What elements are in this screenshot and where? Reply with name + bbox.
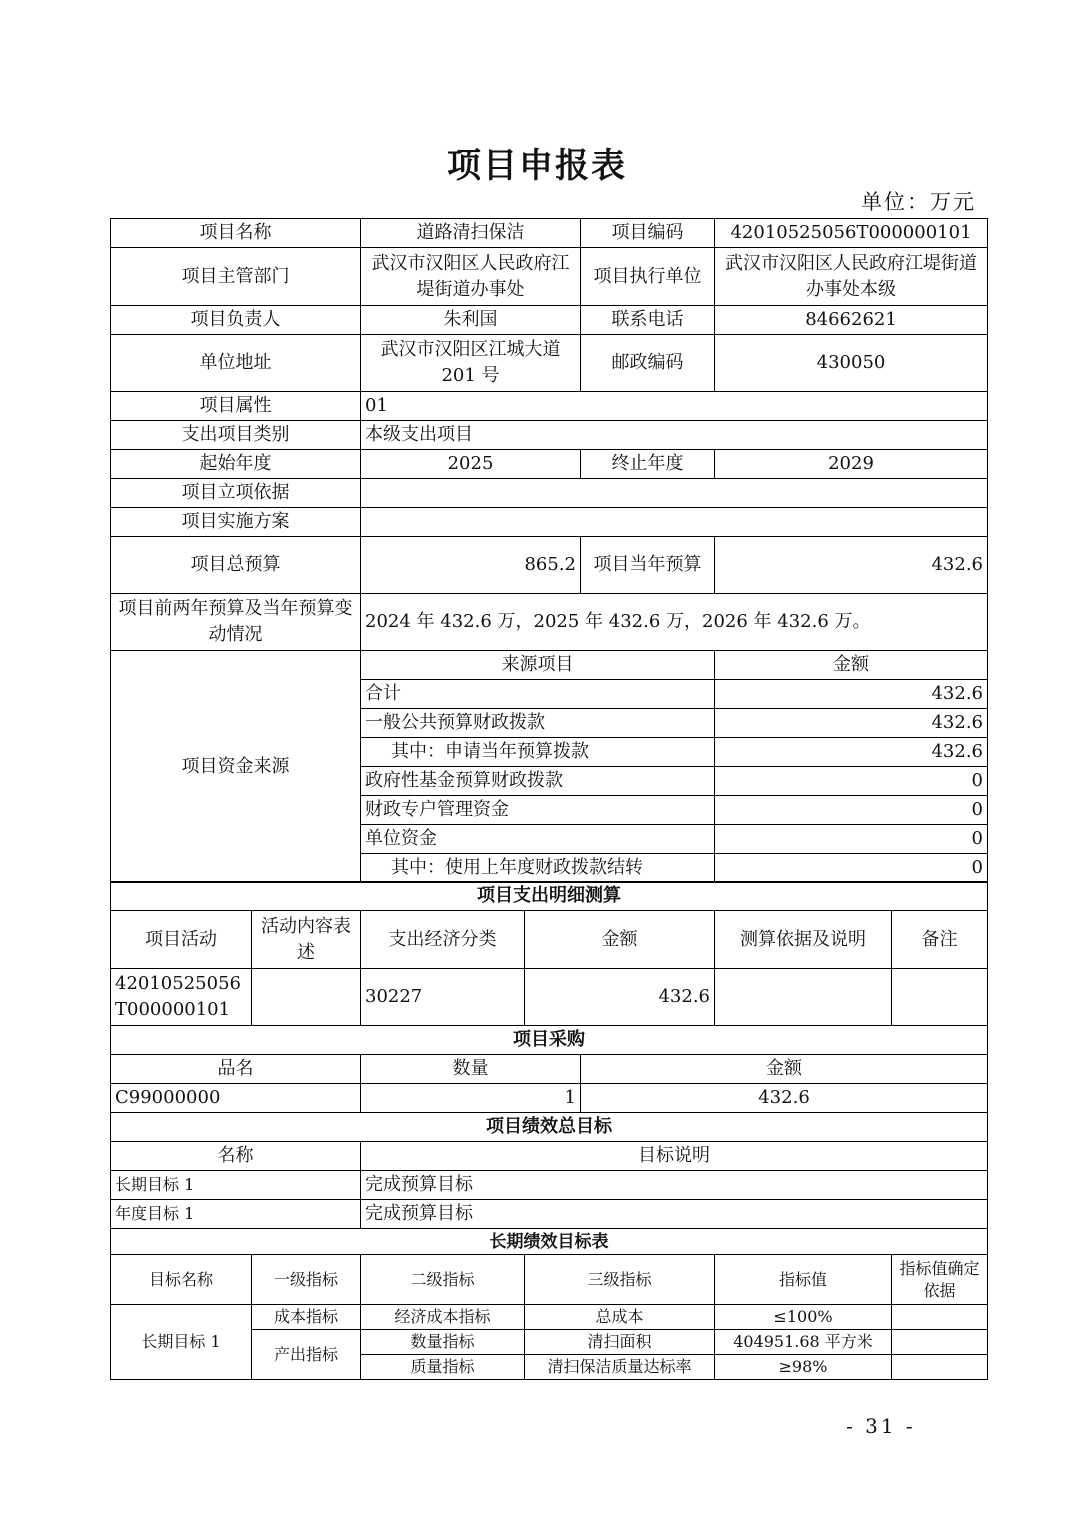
value-budget-change: 2024 年 432.6 万，2025 年 432.6 万，2026 年 432.6 万。 bbox=[361, 594, 988, 651]
long-term-header: 指标值确定依据 bbox=[892, 1255, 988, 1305]
value-exec-unit: 武汉市汉阳区人民政府江堤街道办事处本级 bbox=[715, 248, 988, 306]
label-phone: 联系电话 bbox=[581, 306, 715, 335]
indicator-value: 404951.68 平方米 bbox=[715, 1330, 892, 1355]
funding-row-amount: 432.6 bbox=[715, 709, 988, 738]
value-plan bbox=[361, 508, 988, 537]
label-project-code: 项目编码 bbox=[581, 219, 715, 248]
long-term-table bbox=[110, 1228, 988, 1380]
funding-row-amount: 0 bbox=[715, 854, 988, 883]
label-total-budget: 项目总预算 bbox=[111, 537, 361, 594]
label-funding-source: 项目资金来源 bbox=[111, 651, 361, 883]
value-project-name: 道路清扫保洁 bbox=[361, 219, 581, 248]
goals-col-name: 名称 bbox=[111, 1142, 361, 1171]
value-dept: 武汉市汉阳区人民政府江堤街道办事处 bbox=[361, 248, 581, 306]
funding-row-name: 政府性基金预算财政拨款 bbox=[361, 767, 715, 796]
goal-desc: 完成预算目标 bbox=[361, 1200, 988, 1229]
level3-indicator: 总成本 bbox=[525, 1305, 715, 1330]
procurement-goals-table bbox=[110, 1025, 988, 1229]
expense-activity: 42010525056T000000101 bbox=[111, 969, 252, 1026]
label-plan: 项目实施方案 bbox=[111, 508, 361, 537]
value-end-year: 2029 bbox=[715, 450, 988, 479]
procurement-qty: 1 bbox=[361, 1084, 581, 1113]
funding-row-name: 财政专户管理资金 bbox=[361, 796, 715, 825]
expense-header: 备注 bbox=[892, 911, 988, 969]
indicator-basis bbox=[892, 1355, 988, 1380]
funding-row-amount: 0 bbox=[715, 767, 988, 796]
label-address: 单位地址 bbox=[111, 335, 361, 392]
page-number: - 31 - bbox=[846, 1414, 916, 1438]
level3-indicator: 清扫保洁质量达标率 bbox=[525, 1355, 715, 1380]
procurement-item-name: C99000000 bbox=[111, 1084, 361, 1113]
label-project-name: 项目名称 bbox=[111, 219, 361, 248]
page-title: 项目申报表 bbox=[447, 146, 627, 186]
value-project-code: 42010525056T000000101 bbox=[715, 219, 988, 248]
funding-col-amount: 金额 bbox=[715, 651, 988, 680]
expense-header: 项目活动 bbox=[111, 911, 252, 969]
funding-row-amount: 0 bbox=[715, 796, 988, 825]
long-term-target-name: 长期目标 1 bbox=[111, 1305, 252, 1380]
indicator-basis bbox=[892, 1330, 988, 1355]
level2-indicator: 质量指标 bbox=[361, 1355, 525, 1380]
level3-indicator: 清扫面积 bbox=[525, 1330, 715, 1355]
long-term-header: 二级指标 bbox=[361, 1255, 525, 1305]
level1-output: 产出指标 bbox=[252, 1330, 361, 1380]
funding-row-name: 一般公共预算财政拨款 bbox=[361, 709, 715, 738]
level1-cost: 成本指标 bbox=[252, 1305, 361, 1330]
value-basis bbox=[361, 479, 988, 508]
expense-class: 30227 bbox=[361, 969, 525, 1026]
label-current-budget: 项目当年预算 bbox=[581, 537, 715, 594]
level2-indicator: 数量指标 bbox=[361, 1330, 525, 1355]
expense-desc bbox=[252, 969, 361, 1026]
value-leader: 朱利国 bbox=[361, 306, 581, 335]
procurement-amount: 432.6 bbox=[581, 1084, 988, 1113]
funding-row-name: 其中：申请当年预算拨款 bbox=[361, 738, 715, 767]
label-start-year: 起始年度 bbox=[111, 450, 361, 479]
expense-note bbox=[892, 969, 988, 1026]
indicator-value: ≥98% bbox=[715, 1355, 892, 1380]
procurement-header: 数量 bbox=[361, 1055, 581, 1084]
label-dept: 项目主管部门 bbox=[111, 248, 361, 306]
label-leader: 项目负责人 bbox=[111, 306, 361, 335]
procurement-header: 品名 bbox=[111, 1055, 361, 1084]
value-phone: 84662621 bbox=[715, 306, 988, 335]
indicator-value: ≤100% bbox=[715, 1305, 892, 1330]
label-category: 支出项目类别 bbox=[111, 421, 361, 450]
expense-header: 活动内容表述 bbox=[252, 911, 361, 969]
level2-indicator: 经济成本指标 bbox=[361, 1305, 525, 1330]
funding-row-name: 其中：使用上年度财政拨款结转 bbox=[361, 854, 715, 883]
value-total-budget: 865.2 bbox=[361, 537, 581, 594]
goal-name: 年度目标 1 bbox=[111, 1200, 361, 1229]
value-current-budget: 432.6 bbox=[715, 537, 988, 594]
value-category: 本级支出项目 bbox=[361, 421, 988, 450]
label-budget-change: 项目前两年预算及当年预算变动情况 bbox=[111, 594, 361, 651]
funding-row-name: 单位资金 bbox=[361, 825, 715, 854]
goal-name: 长期目标 1 bbox=[111, 1171, 361, 1200]
expense-header: 测算依据及说明 bbox=[715, 911, 892, 969]
funding-row-amount: 0 bbox=[715, 825, 988, 854]
expense-table bbox=[110, 881, 988, 1026]
value-address: 武汉市汉阳区江城大道 201 号 bbox=[361, 335, 581, 392]
long-term-header: 目标名称 bbox=[111, 1255, 252, 1305]
label-zip: 邮政编码 bbox=[581, 335, 715, 392]
goal-desc: 完成预算目标 bbox=[361, 1171, 988, 1200]
long-term-section-title: 长期绩效目标表 bbox=[111, 1229, 988, 1255]
goals-col-desc: 目标说明 bbox=[361, 1142, 988, 1171]
long-term-header: 一级指标 bbox=[252, 1255, 361, 1305]
funding-row-amount: 432.6 bbox=[715, 680, 988, 709]
long-term-header: 指标值 bbox=[715, 1255, 892, 1305]
procurement-section-title: 项目采购 bbox=[111, 1026, 988, 1055]
label-attr: 项目属性 bbox=[111, 392, 361, 421]
goals-section-title: 项目绩效总目标 bbox=[111, 1113, 988, 1142]
value-start-year: 2025 bbox=[361, 450, 581, 479]
funding-row-amount: 432.6 bbox=[715, 738, 988, 767]
project-table bbox=[110, 218, 988, 883]
expense-header: 支出经济分类 bbox=[361, 911, 525, 969]
value-attr: 01 bbox=[361, 392, 988, 421]
label-end-year: 终止年度 bbox=[581, 450, 715, 479]
label-exec-unit: 项目执行单位 bbox=[581, 248, 715, 306]
expense-basis bbox=[715, 969, 892, 1026]
long-term-header: 三级指标 bbox=[525, 1255, 715, 1305]
expense-header: 金额 bbox=[525, 911, 715, 969]
funding-col-source: 来源项目 bbox=[361, 651, 715, 680]
indicator-basis bbox=[892, 1305, 988, 1330]
expense-section-title: 项目支出明细测算 bbox=[111, 882, 988, 911]
unit-label: 单位：万元 bbox=[861, 190, 976, 214]
label-basis: 项目立项依据 bbox=[111, 479, 361, 508]
expense-amount: 432.6 bbox=[525, 969, 715, 1026]
value-zip: 430050 bbox=[715, 335, 988, 392]
procurement-header: 金额 bbox=[581, 1055, 988, 1084]
funding-row-name: 合计 bbox=[361, 680, 715, 709]
